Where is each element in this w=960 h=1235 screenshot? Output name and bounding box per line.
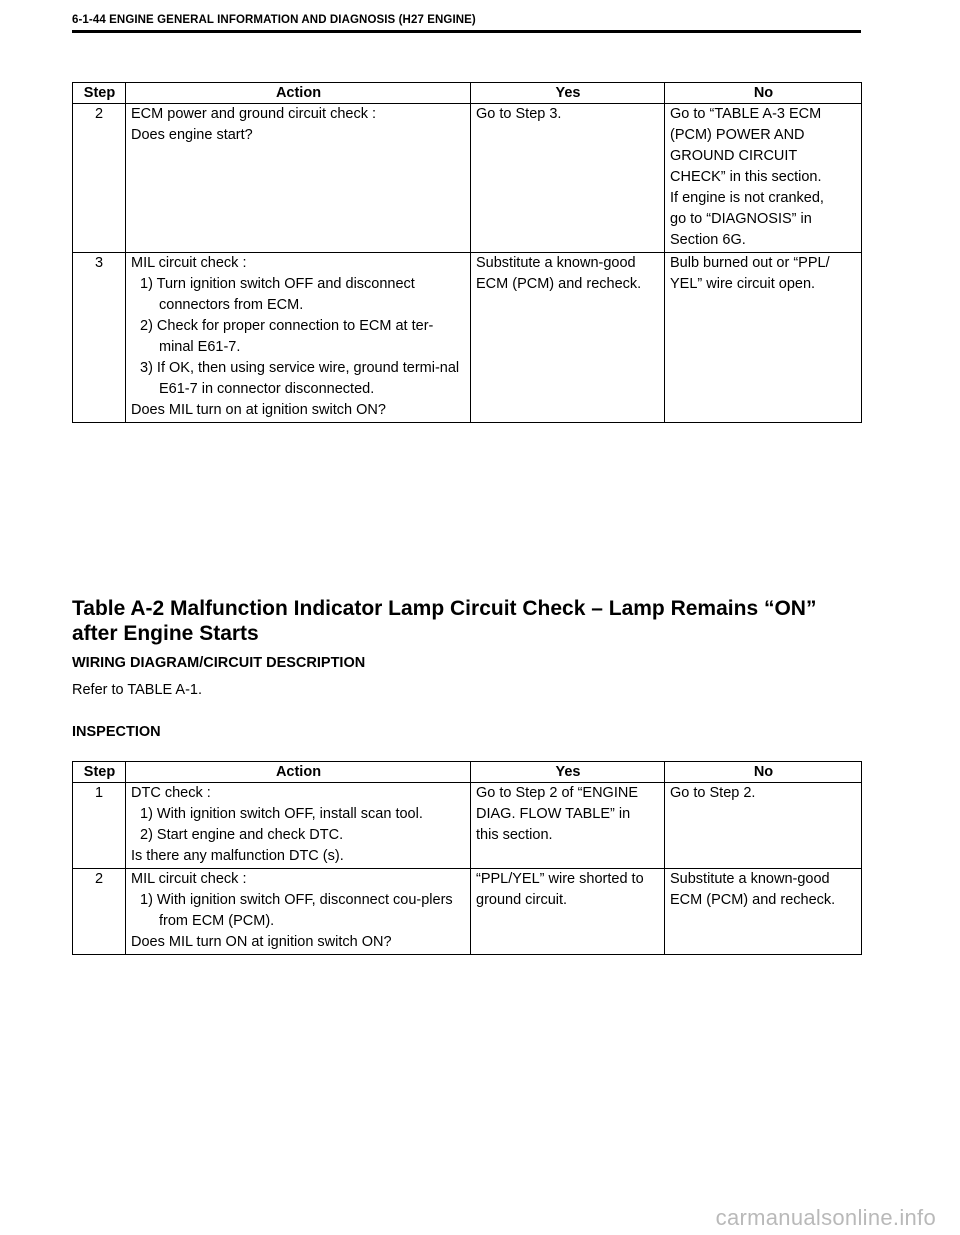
yes-text: Go to Step 3.: [476, 106, 562, 122]
no-cell: [665, 104, 862, 253]
action-substep: 1) With ignition switch OFF, disconnect cou-plers from ECM (PCM).: [140, 892, 453, 929]
column-header-yes: Yes: [471, 83, 665, 104]
table-row: [73, 869, 862, 955]
action-text: ECM power and ground circuit check :: [131, 106, 376, 122]
no-text: Bulb burned out or “PPL/: [670, 255, 830, 271]
column-header-no: No: [665, 762, 862, 783]
action-substep: 2) Check for proper connection to ECM at ter-minal E61-7.: [140, 318, 434, 355]
action-substep: 3) If OK, then using service wire, ground termi-nal E61-7 in connector disconnected.: [140, 360, 460, 397]
yes-text: ground circuit.: [476, 892, 568, 908]
section-title-line: Table A-2 Malfunction Indicator Lamp Circuit Check – Lamp Remains “ON”: [72, 597, 817, 620]
table-row: [73, 104, 862, 253]
column-header-no: No: [665, 83, 862, 104]
step-number: 2: [73, 104, 126, 253]
no-text: Go to “TABLE A-3 ECM: [670, 106, 822, 122]
action-substep: 1) Turn ignition switch OFF and disconnect connectors from ECM.: [140, 276, 415, 313]
action-substep: 1) With ignition switch OFF, install scan tool.: [140, 806, 423, 822]
action-cell: [126, 104, 471, 253]
step-number: 1: [73, 783, 126, 869]
no-text: Go to Step 2.: [670, 785, 756, 801]
action-cell: [126, 253, 471, 423]
inspection-heading: INSPECTION: [72, 724, 161, 740]
diagnosis-table-1: [72, 82, 862, 423]
diagnosis-table-2: [72, 761, 862, 955]
yes-text: this section.: [476, 827, 553, 843]
column-header-step: Step: [73, 762, 126, 783]
step-number: 3: [73, 253, 126, 423]
no-text: CHECK” in this section.: [670, 169, 822, 185]
no-text: GROUND CIRCUIT: [670, 148, 798, 164]
action-text: MIL circuit check :: [131, 871, 247, 887]
section-title: [72, 596, 862, 646]
table-header-row: [73, 762, 862, 783]
column-header-step: Step: [73, 83, 126, 104]
no-text: Substitute a known-good: [670, 871, 830, 887]
action-cell: [126, 783, 471, 869]
yes-cell: [471, 869, 665, 955]
no-text: Section 6G.: [670, 232, 746, 248]
action-question: Is there any malfunction DTC (s).: [131, 848, 344, 864]
yes-cell: [471, 104, 665, 253]
no-cell: [665, 869, 862, 955]
yes-text: Go to Step 2 of “ENGINE: [476, 785, 638, 801]
action-substep: 2) Start engine and check DTC.: [140, 827, 344, 843]
table-row: [73, 253, 862, 423]
action-text: MIL circuit check :: [131, 255, 247, 271]
header-rule: [72, 30, 861, 33]
step-number: 2: [73, 869, 126, 955]
column-header-action: Action: [126, 762, 471, 783]
column-header-yes: Yes: [471, 762, 665, 783]
action-question: Does MIL turn ON at ignition switch ON?: [131, 934, 392, 950]
yes-text: Substitute a known-good: [476, 255, 636, 271]
action-question: Does MIL turn on at ignition switch ON?: [131, 402, 386, 418]
no-text: If engine is not cranked,: [670, 190, 824, 206]
action-text: DTC check :: [131, 785, 211, 801]
table-header-row: [73, 83, 862, 104]
no-text: (PCM) POWER AND: [670, 127, 805, 143]
no-text: go to “DIAGNOSIS” in: [670, 211, 812, 227]
yes-cell: [471, 783, 665, 869]
wiring-heading: WIRING DIAGRAM/CIRCUIT DESCRIPTION: [72, 655, 366, 671]
wiring-text: Refer to TABLE A-1.: [72, 682, 203, 698]
page-header: 6-1-44 ENGINE GENERAL INFORMATION AND DIAGNOSIS (H27 ENGINE): [72, 14, 476, 26]
action-text: Does engine start?: [131, 127, 253, 143]
table-row: [73, 783, 862, 869]
watermark: carmanualsonline.info: [715, 1205, 936, 1230]
no-text: YEL” wire circuit open.: [670, 276, 816, 292]
yes-text: DIAG. FLOW TABLE” in: [476, 806, 631, 822]
no-cell: [665, 253, 862, 423]
no-cell: [665, 783, 862, 869]
yes-cell: [471, 253, 665, 423]
yes-text: ECM (PCM) and recheck.: [476, 276, 642, 292]
yes-text: “PPL/YEL” wire shorted to: [476, 871, 644, 887]
section-title-line: after Engine Starts: [72, 622, 259, 645]
column-header-action: Action: [126, 83, 471, 104]
action-cell: [126, 869, 471, 955]
no-text: ECM (PCM) and recheck.: [670, 892, 836, 908]
